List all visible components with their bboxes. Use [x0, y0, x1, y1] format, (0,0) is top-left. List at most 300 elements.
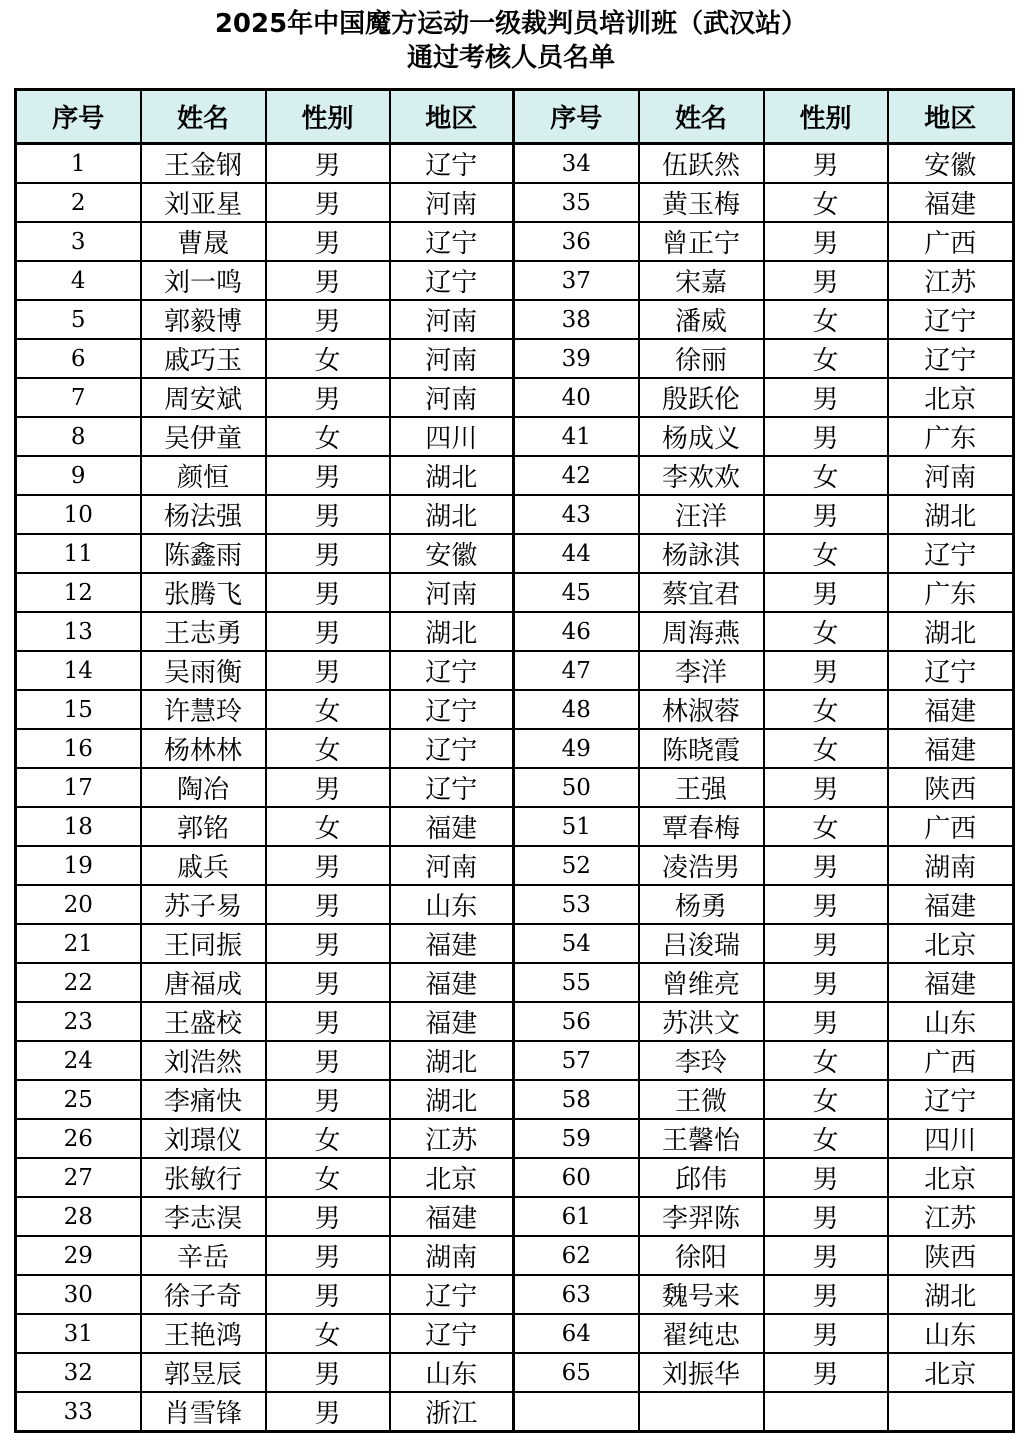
- cell-seq: 64: [514, 1314, 639, 1353]
- cell-seq: 26: [16, 1119, 141, 1158]
- cell-region: 广西: [888, 807, 1014, 846]
- cell-region: 安徽: [888, 144, 1014, 184]
- cell-gender: 女: [764, 1041, 888, 1080]
- cell-gender: 男: [266, 456, 390, 495]
- cell-name: 邱伟: [639, 1158, 764, 1197]
- cell-name: 郭铭: [141, 807, 266, 846]
- cell-seq: 9: [16, 456, 141, 495]
- cell-name: 王志勇: [141, 612, 266, 651]
- table-row: [16, 417, 1014, 456]
- cell-name: 周安斌: [141, 378, 266, 417]
- cell-seq: 52: [514, 846, 639, 885]
- cell-region: 广西: [888, 1041, 1014, 1080]
- cell-seq: 25: [16, 1080, 141, 1119]
- table-row: [16, 768, 1014, 807]
- table-row: [16, 183, 1014, 222]
- cell-name: 杨林林: [141, 729, 266, 768]
- cell-seq: 34: [514, 144, 639, 184]
- table-row: [16, 1119, 1014, 1158]
- cell-seq: 17: [16, 768, 141, 807]
- cell-seq: 62: [514, 1236, 639, 1275]
- cell-seq: 60: [514, 1158, 639, 1197]
- table-row: [16, 729, 1014, 768]
- cell-region: 广西: [888, 222, 1014, 261]
- cell-seq: 1: [16, 144, 141, 184]
- cell-gender: 男: [764, 1236, 888, 1275]
- cell-gender: 男: [764, 1314, 888, 1353]
- table-row: [16, 573, 1014, 612]
- cell-seq: 10: [16, 495, 141, 534]
- cell-gender: 男: [266, 261, 390, 300]
- cell-gender: 男: [764, 1353, 888, 1392]
- cell-name: 殷跃伦: [639, 378, 764, 417]
- cell-name: 潘威: [639, 300, 764, 339]
- header-gender: 性别: [764, 90, 888, 144]
- header-seq: 序号: [514, 90, 639, 144]
- cell-seq: 15: [16, 690, 141, 729]
- cell-region: 湖北: [888, 495, 1014, 534]
- cell-seq: 21: [16, 924, 141, 963]
- cell-region: 辽宁: [888, 300, 1014, 339]
- cell-seq: 28: [16, 1197, 141, 1236]
- cell-region: 福建: [888, 183, 1014, 222]
- cell-gender: 女: [266, 690, 390, 729]
- cell-region: 福建: [390, 807, 514, 846]
- cell-name: 李痛快: [141, 1080, 266, 1119]
- cell-name: 刘亚星: [141, 183, 266, 222]
- cell-name: 杨勇: [639, 885, 764, 924]
- cell-name: 吴雨衡: [141, 651, 266, 690]
- cell-region: 湖北: [888, 1275, 1014, 1314]
- cell-seq: 16: [16, 729, 141, 768]
- cell-seq: 23: [16, 1002, 141, 1041]
- table-row: [16, 846, 1014, 885]
- cell-name: 蔡宜君: [639, 573, 764, 612]
- header-region: 地区: [390, 90, 514, 144]
- cell-region: 福建: [888, 729, 1014, 768]
- cell-seq: 40: [514, 378, 639, 417]
- cell-gender: 女: [764, 183, 888, 222]
- cell-name: 徐阳: [639, 1236, 764, 1275]
- cell-seq: 39: [514, 339, 639, 378]
- cell-gender: 男: [764, 1275, 888, 1314]
- cell-name: 张敏行: [141, 1158, 266, 1197]
- cell-seq: 24: [16, 1041, 141, 1080]
- cell-gender: 女: [764, 612, 888, 651]
- cell-seq: 63: [514, 1275, 639, 1314]
- cell-region: 河南: [390, 846, 514, 885]
- cell-gender: 男: [764, 222, 888, 261]
- cell-region: 河南: [390, 378, 514, 417]
- cell-region: 四川: [390, 417, 514, 456]
- cell-seq: 54: [514, 924, 639, 963]
- cell-region: 辽宁: [888, 651, 1014, 690]
- cell-gender: 男: [764, 573, 888, 612]
- cell-name: 宋嘉: [639, 261, 764, 300]
- cell-gender: 女: [266, 1119, 390, 1158]
- cell-name: 辛岳: [141, 1236, 266, 1275]
- cell-name: 刘浩然: [141, 1041, 266, 1080]
- header-name: 姓名: [141, 90, 266, 144]
- cell-region: 福建: [390, 1197, 514, 1236]
- cell-seq: 65: [514, 1353, 639, 1392]
- cell-region: 辽宁: [390, 144, 514, 184]
- cell-seq: 2: [16, 183, 141, 222]
- cell-gender: 男: [764, 846, 888, 885]
- cell-region: 河南: [390, 183, 514, 222]
- cell-gender: 男: [266, 300, 390, 339]
- cell-seq: 59: [514, 1119, 639, 1158]
- cell-region: 北京: [888, 1158, 1014, 1197]
- cell-gender: 女: [266, 729, 390, 768]
- cell-gender: 男: [266, 1002, 390, 1041]
- cell-gender: 男: [266, 612, 390, 651]
- cell-region: 江苏: [888, 1197, 1014, 1236]
- cell-region: 辽宁: [390, 768, 514, 807]
- cell-gender: 女: [764, 690, 888, 729]
- cell-gender: 男: [764, 651, 888, 690]
- cell-gender: 男: [266, 573, 390, 612]
- cell-gender: 男: [266, 378, 390, 417]
- table-row: [16, 1002, 1014, 1041]
- cell-gender: 男: [266, 1275, 390, 1314]
- cell-seq: 55: [514, 963, 639, 1002]
- table-row: [16, 1353, 1014, 1392]
- cell-gender: 男: [764, 924, 888, 963]
- cell-region: 辽宁: [390, 729, 514, 768]
- cell-region: 湖南: [888, 846, 1014, 885]
- cell-seq: 44: [514, 534, 639, 573]
- cell-seq: 50: [514, 768, 639, 807]
- cell-region: 山东: [888, 1002, 1014, 1041]
- cell-seq: 38: [514, 300, 639, 339]
- cell-seq: 18: [16, 807, 141, 846]
- cell-name: 郭昱辰: [141, 1353, 266, 1392]
- cell-name: 王馨怡: [639, 1119, 764, 1158]
- cell-name: 林淑蓉: [639, 690, 764, 729]
- cell-name: 曾正宁: [639, 222, 764, 261]
- table-row: [16, 924, 1014, 963]
- cell-name: 周海燕: [639, 612, 764, 651]
- cell-gender: 男: [764, 495, 888, 534]
- table-row: [16, 1041, 1014, 1080]
- cell-name: 曾维亮: [639, 963, 764, 1002]
- document-title: 2025年中国魔方运动一级裁判员培训班（武汉站）: [214, 9, 808, 39]
- cell-name: [639, 1392, 764, 1432]
- cell-gender: 男: [764, 963, 888, 1002]
- table-row: [16, 261, 1014, 300]
- cell-seq: 42: [514, 456, 639, 495]
- cell-region: 河南: [888, 456, 1014, 495]
- cell-name: 郭毅博: [141, 300, 266, 339]
- cell-seq: 41: [514, 417, 639, 456]
- cell-name: 黄玉梅: [639, 183, 764, 222]
- cell-region: 北京: [888, 378, 1014, 417]
- header-row: [16, 90, 1014, 144]
- cell-seq: 57: [514, 1041, 639, 1080]
- cell-region: 江苏: [390, 1119, 514, 1158]
- cell-seq: 61: [514, 1197, 639, 1236]
- cell-gender: 男: [764, 885, 888, 924]
- cell-gender: 男: [266, 144, 390, 184]
- table-row: [16, 1158, 1014, 1197]
- cell-gender: 男: [764, 1002, 888, 1041]
- cell-seq: 7: [16, 378, 141, 417]
- table-row: [16, 612, 1014, 651]
- table-row: [16, 1275, 1014, 1314]
- cell-region: 福建: [390, 1002, 514, 1041]
- cell-region: 河南: [390, 573, 514, 612]
- cell-gender: 男: [764, 144, 888, 184]
- cell-region: 陕西: [888, 768, 1014, 807]
- cell-name: 许慧玲: [141, 690, 266, 729]
- cell-seq: 36: [514, 222, 639, 261]
- cell-gender: 男: [764, 1158, 888, 1197]
- cell-gender: 女: [764, 1119, 888, 1158]
- cell-name: 吴伊童: [141, 417, 266, 456]
- cell-region: 辽宁: [888, 534, 1014, 573]
- cell-region: 江苏: [888, 261, 1014, 300]
- table-row: [16, 378, 1014, 417]
- cell-name: 汪洋: [639, 495, 764, 534]
- cell-gender: 女: [266, 339, 390, 378]
- cell-seq: 51: [514, 807, 639, 846]
- cell-gender: 男: [266, 1236, 390, 1275]
- cell-seq: 56: [514, 1002, 639, 1041]
- cell-gender: 女: [764, 300, 888, 339]
- cell-name: 杨詠淇: [639, 534, 764, 573]
- cell-gender: 女: [764, 456, 888, 495]
- header-name: 姓名: [639, 90, 764, 144]
- cell-seq: 33: [16, 1392, 141, 1432]
- cell-seq: 8: [16, 417, 141, 456]
- cell-region: 河南: [390, 339, 514, 378]
- cell-name: 刘一鸣: [141, 261, 266, 300]
- cell-gender: 女: [266, 417, 390, 456]
- header-region: 地区: [888, 90, 1014, 144]
- table-row: [16, 1314, 1014, 1353]
- cell-region: 湖北: [390, 495, 514, 534]
- cell-seq: 35: [514, 183, 639, 222]
- cell-name: 王盛校: [141, 1002, 266, 1041]
- cell-name: 王艳鸿: [141, 1314, 266, 1353]
- cell-name: 陈鑫雨: [141, 534, 266, 573]
- cell-region: 福建: [390, 924, 514, 963]
- cell-seq: 31: [16, 1314, 141, 1353]
- cell-gender: 男: [266, 1041, 390, 1080]
- cell-region: 福建: [390, 963, 514, 1002]
- cell-region: 辽宁: [390, 261, 514, 300]
- cell-region: 湖北: [390, 1041, 514, 1080]
- table-body: [16, 144, 1014, 1432]
- table-row: [16, 963, 1014, 1002]
- cell-region: 浙江: [390, 1392, 514, 1432]
- cell-name: 李志淏: [141, 1197, 266, 1236]
- cell-name: 王金钢: [141, 144, 266, 184]
- cell-seq: 32: [16, 1353, 141, 1392]
- cell-name: 伍跃然: [639, 144, 764, 184]
- table-row: [16, 300, 1014, 339]
- cell-name: 翟纯忠: [639, 1314, 764, 1353]
- cell-seq: 48: [514, 690, 639, 729]
- cell-gender: 男: [266, 495, 390, 534]
- cell-name: 刘璟仪: [141, 1119, 266, 1158]
- table-row: [16, 690, 1014, 729]
- cell-name: 戚兵: [141, 846, 266, 885]
- table-row: [16, 807, 1014, 846]
- cell-seq: 19: [16, 846, 141, 885]
- cell-seq: 46: [514, 612, 639, 651]
- cell-name: 覃春梅: [639, 807, 764, 846]
- cell-gender: 女: [266, 1158, 390, 1197]
- cell-gender: 男: [266, 1353, 390, 1392]
- cell-seq: 45: [514, 573, 639, 612]
- cell-region: 辽宁: [888, 1080, 1014, 1119]
- cell-region: 湖北: [390, 612, 514, 651]
- cell-region: 湖北: [888, 612, 1014, 651]
- cell-region: 辽宁: [888, 339, 1014, 378]
- cell-name: 唐福成: [141, 963, 266, 1002]
- cell-region: 山东: [390, 885, 514, 924]
- cell-region: 陕西: [888, 1236, 1014, 1275]
- cell-gender: 女: [764, 729, 888, 768]
- cell-gender: [764, 1392, 888, 1432]
- cell-gender: 男: [266, 651, 390, 690]
- cell-gender: 男: [266, 1080, 390, 1119]
- cell-gender: 女: [764, 807, 888, 846]
- cell-seq: 53: [514, 885, 639, 924]
- cell-name: 凌浩男: [639, 846, 764, 885]
- cell-name: 张腾飞: [141, 573, 266, 612]
- cell-region: 北京: [888, 1353, 1014, 1392]
- cell-seq: 58: [514, 1080, 639, 1119]
- cell-region: 福建: [888, 963, 1014, 1002]
- cell-gender: 男: [266, 222, 390, 261]
- cell-name: 苏洪文: [639, 1002, 764, 1041]
- cell-seq: 13: [16, 612, 141, 651]
- cell-region: 辽宁: [390, 1314, 514, 1353]
- cell-name: 戚巧玉: [141, 339, 266, 378]
- table-row: [16, 339, 1014, 378]
- cell-name: 苏子易: [141, 885, 266, 924]
- cell-region: 辽宁: [390, 690, 514, 729]
- table-row: [16, 222, 1014, 261]
- cell-region: 北京: [390, 1158, 514, 1197]
- cell-region: 辽宁: [390, 1275, 514, 1314]
- cell-region: 山东: [390, 1353, 514, 1392]
- cell-seq: 12: [16, 573, 141, 612]
- cell-seq: 4: [16, 261, 141, 300]
- cell-gender: 男: [266, 183, 390, 222]
- table-row: [16, 1197, 1014, 1236]
- cell-name: 肖雪锋: [141, 1392, 266, 1432]
- cell-seq: [514, 1392, 639, 1432]
- cell-gender: 男: [764, 261, 888, 300]
- cell-name: 曹晟: [141, 222, 266, 261]
- cell-name: 徐丽: [639, 339, 764, 378]
- cell-gender: 女: [266, 807, 390, 846]
- cell-seq: 29: [16, 1236, 141, 1275]
- cell-name: 王强: [639, 768, 764, 807]
- header-seq: 序号: [16, 90, 141, 144]
- cell-name: 李洋: [639, 651, 764, 690]
- table-row: [16, 456, 1014, 495]
- cell-name: 李欢欢: [639, 456, 764, 495]
- cell-gender: 男: [266, 963, 390, 1002]
- cell-gender: 男: [266, 534, 390, 573]
- cell-seq: 11: [16, 534, 141, 573]
- document-subtitle: 通过考核人员名单: [406, 43, 615, 73]
- cell-region: 广东: [888, 417, 1014, 456]
- cell-gender: 男: [266, 1197, 390, 1236]
- cell-seq: 37: [514, 261, 639, 300]
- cell-gender: 男: [266, 846, 390, 885]
- cell-gender: 男: [764, 1197, 888, 1236]
- cell-seq: 22: [16, 963, 141, 1002]
- cell-name: 王微: [639, 1080, 764, 1119]
- cell-name: 刘振华: [639, 1353, 764, 1392]
- cell-region: 辽宁: [390, 651, 514, 690]
- table-row: [16, 1392, 1014, 1432]
- cell-gender: 女: [764, 339, 888, 378]
- cell-seq: 47: [514, 651, 639, 690]
- cell-region: 北京: [888, 924, 1014, 963]
- cell-name: 徐子奇: [141, 1275, 266, 1314]
- cell-name: 魏号来: [639, 1275, 764, 1314]
- cell-gender: 男: [266, 885, 390, 924]
- cell-region: 辽宁: [390, 222, 514, 261]
- cell-name: 李羿陈: [639, 1197, 764, 1236]
- cell-gender: 女: [266, 1314, 390, 1353]
- table-row: [16, 495, 1014, 534]
- cell-seq: 3: [16, 222, 141, 261]
- cell-name: 陈晓霞: [639, 729, 764, 768]
- cell-region: 河南: [390, 300, 514, 339]
- cell-gender: 男: [764, 768, 888, 807]
- cell-gender: 男: [764, 417, 888, 456]
- header-gender: 性别: [266, 90, 390, 144]
- cell-seq: 6: [16, 339, 141, 378]
- cell-seq: 49: [514, 729, 639, 768]
- table-row: [16, 144, 1014, 184]
- cell-gender: 女: [764, 534, 888, 573]
- cell-region: 广东: [888, 573, 1014, 612]
- cell-region: 湖北: [390, 1080, 514, 1119]
- cell-seq: 20: [16, 885, 141, 924]
- cell-region: 四川: [888, 1119, 1014, 1158]
- cell-name: 杨成义: [639, 417, 764, 456]
- table-row: [16, 1236, 1014, 1275]
- cell-seq: 5: [16, 300, 141, 339]
- table-row: [16, 651, 1014, 690]
- cell-gender: 男: [764, 378, 888, 417]
- cell-name: 李玲: [639, 1041, 764, 1080]
- cell-seq: 14: [16, 651, 141, 690]
- cell-gender: 男: [266, 1392, 390, 1432]
- table-row: [16, 1080, 1014, 1119]
- cell-name: 陶冶: [141, 768, 266, 807]
- cell-region: 湖北: [390, 456, 514, 495]
- table-row: [16, 534, 1014, 573]
- cell-seq: 30: [16, 1275, 141, 1314]
- cell-region: 福建: [888, 690, 1014, 729]
- cell-region: 福建: [888, 885, 1014, 924]
- roster-table: [14, 88, 1015, 1433]
- cell-region: 安徽: [390, 534, 514, 573]
- cell-region: 山东: [888, 1314, 1014, 1353]
- table-row: [16, 885, 1014, 924]
- cell-gender: 男: [266, 768, 390, 807]
